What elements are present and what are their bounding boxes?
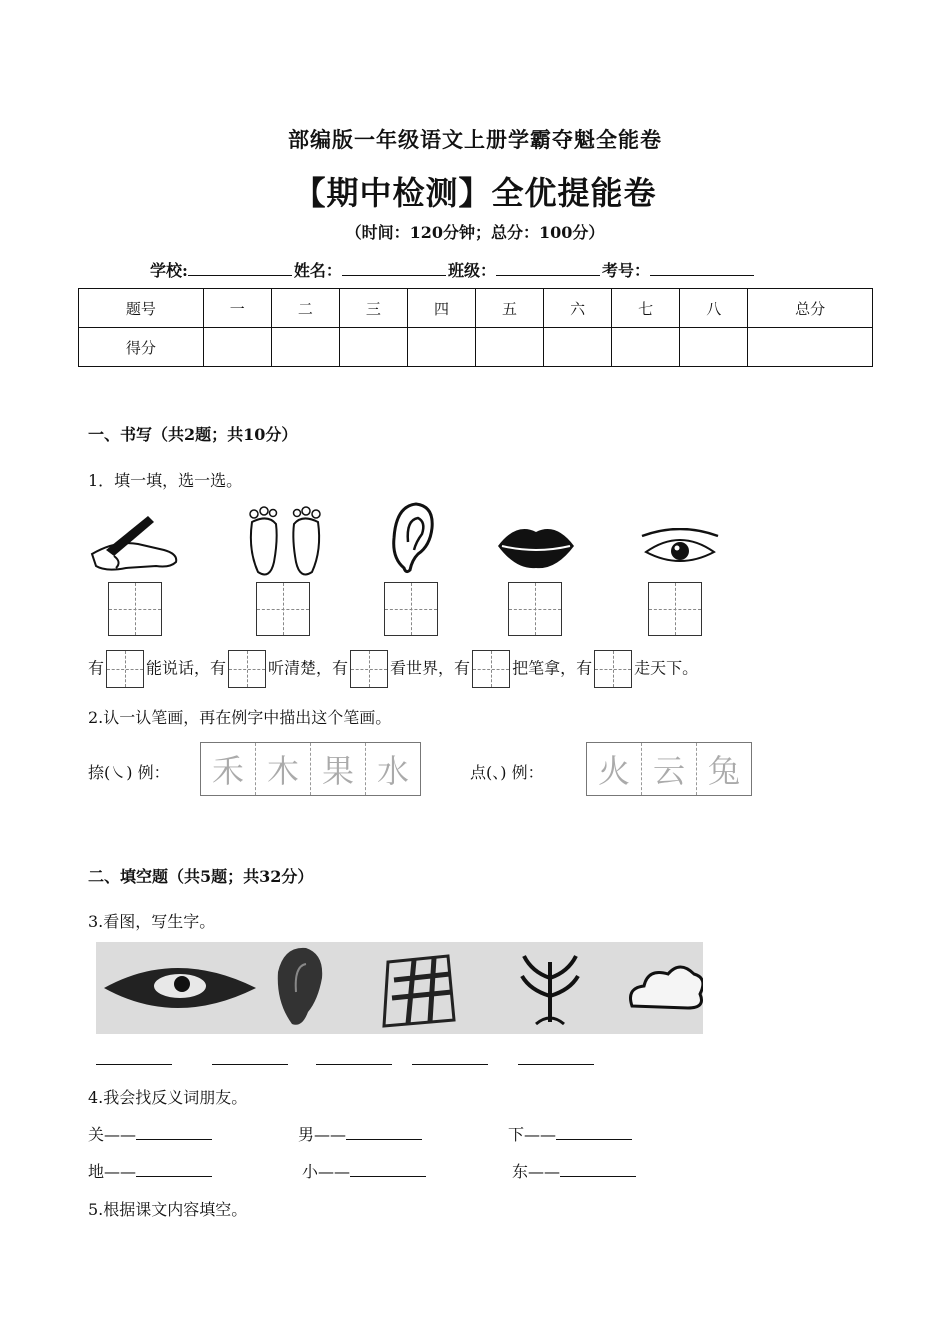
answer-line[interactable] xyxy=(316,1050,392,1069)
eye-icon xyxy=(640,528,720,572)
q3-prompt: 3.看图，写生字。 xyxy=(88,912,216,931)
score-header-cell: 二 xyxy=(271,289,339,328)
fill-box[interactable] xyxy=(106,650,144,688)
answer-line[interactable] xyxy=(518,1050,594,1069)
antonym-word: 东—— xyxy=(512,1162,561,1181)
score-header-cell: 题号 xyxy=(79,289,204,328)
score-cell[interactable] xyxy=(544,328,612,367)
exam-no-label: 考号： xyxy=(601,261,650,280)
class-field[interactable] xyxy=(496,261,600,276)
score-table-score-row xyxy=(79,328,873,367)
stroke-dian-chars xyxy=(586,742,752,796)
field-icon xyxy=(384,956,454,1026)
fill-box[interactable] xyxy=(472,650,510,688)
school-label: 学校: xyxy=(150,261,188,280)
antonym-word: 关—— xyxy=(88,1125,137,1144)
fill-text: 看世界，有 xyxy=(390,658,471,678)
writing-box[interactable] xyxy=(508,582,562,636)
subtitle-top: 部编版一年级语文上册学霸夺魁全能卷 xyxy=(288,127,662,152)
score-cell[interactable] xyxy=(271,328,339,367)
name-label: 姓名： xyxy=(293,261,342,280)
stroke-dian-label: 点(、) 例： xyxy=(470,763,544,782)
section1-heading: 一、书写（共2题；共10分） xyxy=(88,425,298,444)
antonym-item xyxy=(88,1122,212,1145)
q1-fill-sentence xyxy=(88,650,698,688)
q3-pictures xyxy=(96,942,703,1034)
feet-icon xyxy=(240,500,330,580)
stroke-na-chars xyxy=(200,742,421,796)
answer-line[interactable] xyxy=(96,1050,172,1069)
q5-prompt: 5.根据课文内容填空。 xyxy=(88,1200,248,1219)
example-char[interactable]: 禾 xyxy=(201,743,256,795)
student-info-line xyxy=(150,258,756,281)
writing-box[interactable] xyxy=(256,582,310,636)
fill-box[interactable] xyxy=(350,650,388,688)
ear-icon xyxy=(388,498,438,578)
answer-line[interactable] xyxy=(350,1164,426,1177)
antonym-word: 下—— xyxy=(508,1125,557,1144)
antonym-item xyxy=(88,1159,212,1182)
score-row-label: 得分 xyxy=(79,328,204,367)
answer-line[interactable] xyxy=(412,1050,488,1069)
exam-time-info: （时间：120分钟；总分：100分） xyxy=(345,223,605,242)
mouth-icon xyxy=(496,520,576,570)
score-cell[interactable] xyxy=(407,328,475,367)
score-header-cell: 总分 xyxy=(748,289,873,328)
q4-prompt: 4.我会找反义词朋友。 xyxy=(88,1088,248,1107)
fill-text: 把笔拿，有 xyxy=(512,658,593,678)
score-cell[interactable] xyxy=(680,328,748,367)
fill-text: 有 xyxy=(88,658,105,678)
antonym-word: 男—— xyxy=(298,1125,347,1144)
q1-prompt: 1．填一填，选一选。 xyxy=(88,471,243,490)
eye-icon xyxy=(104,968,256,1008)
writing-box[interactable] xyxy=(648,582,702,636)
answer-line[interactable] xyxy=(556,1127,632,1140)
example-char[interactable]: 木 xyxy=(256,743,311,795)
score-cell[interactable] xyxy=(203,328,271,367)
score-header-cell: 一 xyxy=(203,289,271,328)
sprout-icon xyxy=(522,956,578,1024)
q2-prompt: 2.认一认笔画，再在例字中描出这个笔画。 xyxy=(88,708,392,727)
score-header-cell: 五 xyxy=(475,289,543,328)
score-cell[interactable] xyxy=(475,328,543,367)
name-field[interactable] xyxy=(342,261,446,276)
section2-heading: 二、填空题（共5题；共32分） xyxy=(88,867,314,886)
writing-box[interactable] xyxy=(384,582,438,636)
page-title: 【期中检测】全优提能卷 xyxy=(293,174,657,212)
antonym-word: 地—— xyxy=(88,1162,137,1181)
antonym-item xyxy=(298,1122,422,1145)
fill-text: 听清楚，有 xyxy=(268,658,349,678)
fill-box[interactable] xyxy=(228,650,266,688)
antonym-item xyxy=(508,1122,632,1145)
class-label: 班级： xyxy=(447,261,496,280)
score-header-cell: 六 xyxy=(544,289,612,328)
example-char[interactable]: 火 xyxy=(587,743,642,795)
writing-box[interactable] xyxy=(108,582,162,636)
score-table xyxy=(78,288,873,367)
answer-line[interactable] xyxy=(136,1164,212,1177)
score-header-cell: 七 xyxy=(612,289,680,328)
answer-line[interactable] xyxy=(212,1050,288,1069)
example-char[interactable]: 兔 xyxy=(707,752,740,790)
hand-writing-icon xyxy=(86,510,186,580)
score-cell[interactable] xyxy=(748,328,873,367)
exam-no-field[interactable] xyxy=(650,261,754,276)
score-cell[interactable] xyxy=(339,328,407,367)
score-table-header-row xyxy=(79,289,873,328)
answer-line[interactable] xyxy=(560,1164,636,1177)
score-cell[interactable] xyxy=(612,328,680,367)
score-header-cell: 三 xyxy=(339,289,407,328)
answer-line[interactable] xyxy=(346,1127,422,1140)
fill-text: 能说话，有 xyxy=(146,658,227,678)
antonym-item xyxy=(512,1159,636,1182)
stroke-na-label: 捺(㇏) 例： xyxy=(88,763,170,782)
fill-box[interactable] xyxy=(594,650,632,688)
example-char[interactable]: 云 xyxy=(642,743,697,795)
fill-text: 走天下。 xyxy=(634,658,699,678)
score-header-cell: 四 xyxy=(407,289,475,328)
example-char[interactable]: 果 xyxy=(311,743,366,795)
antonym-word: 小—— xyxy=(302,1162,351,1181)
ear-icon xyxy=(278,948,322,1025)
answer-line[interactable] xyxy=(136,1127,212,1140)
cloud-icon xyxy=(631,967,703,1008)
antonym-item xyxy=(302,1159,426,1182)
q3-picture-strip xyxy=(96,942,703,1034)
school-field[interactable] xyxy=(188,261,292,276)
score-header-cell: 八 xyxy=(680,289,748,328)
example-char[interactable]: 水 xyxy=(376,752,409,790)
